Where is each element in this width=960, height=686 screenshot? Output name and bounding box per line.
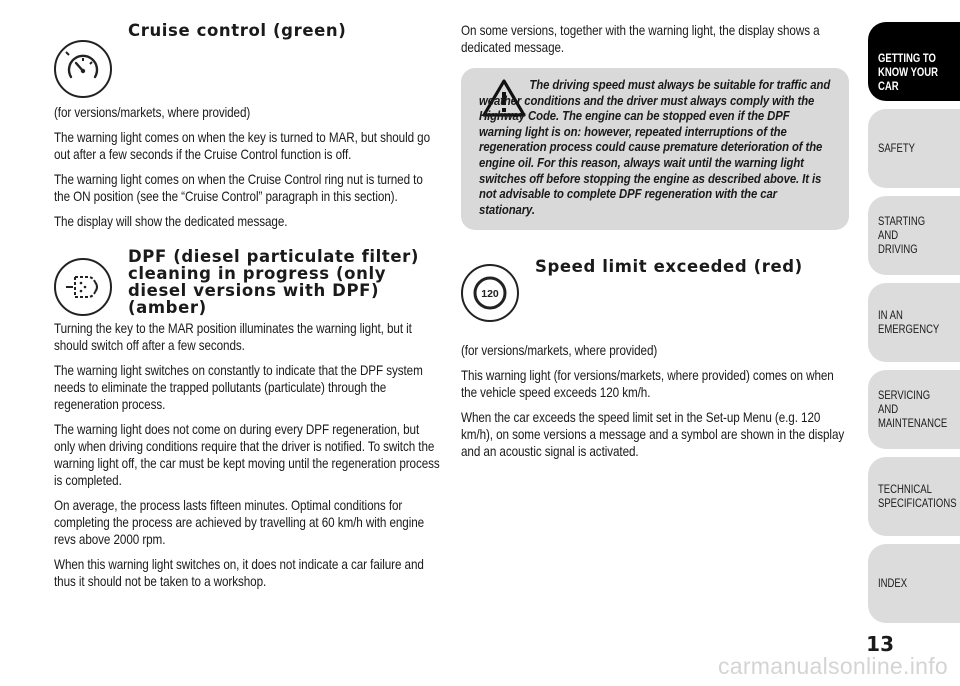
paragraph: The warning light comes on when the Cruise Control ring nut is turned to the ON position (see the “Cruise Control” paragraph in this section). <box>54 172 423 204</box>
paragraph: The display will show the dedicated message. <box>54 214 288 229</box>
tab-label: GETTING TO KNOW YOUR CAR <box>878 52 939 93</box>
paragraph: The warning light comes on when the key is turned to MAR, but should go out after a few seconds if the Cruise Control function is off. <box>54 130 431 162</box>
speed-limit-body <box>461 342 849 460</box>
tab-label: INDEX <box>878 576 908 590</box>
speed-limit-title: Speed limit exceeded (red) <box>535 257 803 277</box>
dpf-section <box>54 248 442 316</box>
tab-index[interactable] <box>868 544 960 623</box>
warning-box <box>461 68 849 230</box>
paragraph: The warning light switches on constantly to indicate that the DPF system needs to eliminate the trapped pollutants (particulate) through the regeneration process. <box>54 363 423 412</box>
speed-limit-label: 120 <box>481 288 499 301</box>
cruise-control-section <box>54 22 442 86</box>
tab-starting-and-driving[interactable] <box>868 196 960 275</box>
tab-label: IN AN EMERGENCY <box>878 308 940 336</box>
speed-limit-section <box>461 258 849 322</box>
tab-label: SERVICING AND MAINTENANCE <box>878 388 948 430</box>
paragraph: When the car exceeds the speed limit set in the Set-up Menu (e.g. 120 km/h), on some versions a message and a symbol are shown in the display and an acoustic signal is activated. <box>461 410 845 460</box>
dpf-body <box>54 320 442 590</box>
speed-limit-120-icon <box>461 264 519 322</box>
chapter-tabs <box>868 22 960 631</box>
tab-in-an-emergency[interactable] <box>868 283 960 362</box>
tab-servicing-and-maintenance[interactable] <box>868 370 960 449</box>
paragraph: Turning the key to the MAR position illuminates the warning light, but it should switch off after a few seconds. <box>54 321 412 353</box>
paragraph: (for versions/markets, where provided) <box>54 105 251 120</box>
paragraph: On average, the process lasts fifteen minutes. Optimal conditions for completing the process are achieved by travelling at 60 km/h with engine revs above 2000 rpm. <box>54 498 425 547</box>
dpf-title: DPF (diesel particulate filter) cleaning in progress (only diesel versions with DPF) (amber) <box>128 247 420 317</box>
paragraph: The warning light does not come on during every DPF regeneration, but only when driving conditions require that the driver is notified. To switch the warning light off, the car must be kept moving until the regeneration process is completed. <box>54 422 440 488</box>
page-number: 13 <box>866 632 894 656</box>
right-column <box>461 22 849 468</box>
dpf-filter-icon <box>54 258 112 316</box>
tab-getting-to-know-your-car[interactable] <box>868 22 960 101</box>
speedometer-icon <box>54 40 112 98</box>
intro-paragraph: On some versions, together with the warning light, the display shows a dedicated message. <box>461 23 820 55</box>
paragraph: This warning light (for versions/markets, where provided) comes on when the vehicle speed exceeds 120 km/h. <box>461 368 834 401</box>
tab-safety[interactable] <box>868 109 960 188</box>
cruise-control-body <box>54 104 442 230</box>
tab-label: SAFETY <box>878 141 915 155</box>
tab-label: STARTING AND DRIVING <box>878 214 926 256</box>
left-column <box>54 22 442 598</box>
warning-text: The driving speed must always be suitable for traffic and weather conditions and the driver must always comply with the Highway Code. The engine can be stopped even if the DPF warning light is on: however, repeated interruptions of the regeneration process could cause premature deterioration of the engine oil. For this reason, always wait until the warning light switches off before stopping the engine as described above. It is not advisable to complete DPF regeneration with the car stationary. <box>479 78 831 217</box>
cruise-control-title: Cruise control (green) <box>128 21 347 40</box>
tab-technical-specifications[interactable] <box>868 457 960 536</box>
paragraph: (for versions/markets, where provided) <box>461 343 658 359</box>
tab-label: TECHNICAL SPECIFICATIONS <box>878 482 957 510</box>
paragraph: When this warning light switches on, it does not indicate a car failure and thus it should not be taken to a workshop. <box>54 557 424 589</box>
watermark: carmanualsonline.info <box>717 653 948 679</box>
